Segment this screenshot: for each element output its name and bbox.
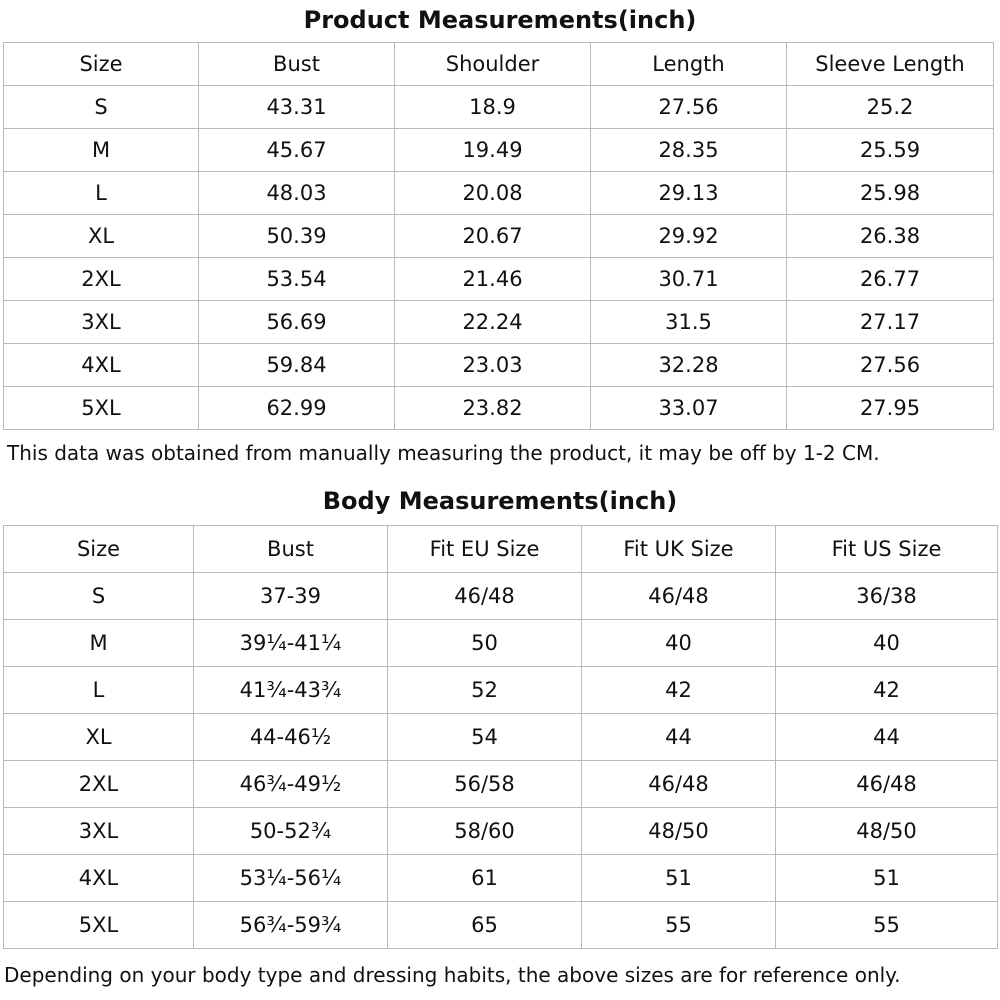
- table-cell: 5XL: [4, 387, 199, 430]
- table-cell: 44: [776, 714, 998, 761]
- table-cell: 27.56: [591, 86, 787, 129]
- table-cell: 36/38: [776, 573, 998, 620]
- table-cell: 46¾-49½: [194, 761, 388, 808]
- table-cell: S: [4, 86, 199, 129]
- table-cell: 62.99: [199, 387, 395, 430]
- header-cell: Size: [4, 526, 194, 573]
- table-row: [4, 761, 998, 808]
- table-cell: 50.39: [199, 215, 395, 258]
- table-cell: M: [4, 129, 199, 172]
- header-cell: Fit EU Size: [388, 526, 582, 573]
- table-cell: 2XL: [4, 258, 199, 301]
- table-cell: 52: [388, 667, 582, 714]
- table-cell: 46/48: [582, 573, 776, 620]
- table-cell: 27.17: [787, 301, 994, 344]
- table-cell: 31.5: [591, 301, 787, 344]
- table-cell: 44-46½: [194, 714, 388, 761]
- table-cell: 42: [582, 667, 776, 714]
- table-cell: 46/48: [776, 761, 998, 808]
- table-cell: 26.77: [787, 258, 994, 301]
- table-row: [4, 86, 994, 129]
- table-row: [4, 855, 998, 902]
- table-row: [4, 344, 994, 387]
- table-row: [4, 172, 994, 215]
- table-cell: 5XL: [4, 902, 194, 949]
- table-cell: 59.84: [199, 344, 395, 387]
- table-cell: 50-52¾: [194, 808, 388, 855]
- header-cell: Shoulder: [395, 43, 591, 86]
- table-cell: 25.59: [787, 129, 994, 172]
- table-cell: 23.03: [395, 344, 591, 387]
- table-cell: 21.46: [395, 258, 591, 301]
- table-cell: 46/48: [388, 573, 582, 620]
- table-cell: 26.38: [787, 215, 994, 258]
- header-cell: Length: [591, 43, 787, 86]
- header-cell: Sleeve Length: [787, 43, 994, 86]
- table-cell: 30.71: [591, 258, 787, 301]
- table-header-row: [4, 526, 998, 573]
- table-cell: 46/48: [582, 761, 776, 808]
- table-cell: 58/60: [388, 808, 582, 855]
- table-cell: 41¾-43¾: [194, 667, 388, 714]
- table-cell: S: [4, 573, 194, 620]
- table-cell: 51: [582, 855, 776, 902]
- table-row: [4, 667, 998, 714]
- table-cell: 40: [582, 620, 776, 667]
- body-measurements-table: [3, 525, 998, 949]
- table-cell: 25.98: [787, 172, 994, 215]
- table-row: [4, 808, 998, 855]
- product-measurements-table: [3, 42, 994, 430]
- table-cell: 42: [776, 667, 998, 714]
- table-cell: 37-39: [194, 573, 388, 620]
- table-cell: M: [4, 620, 194, 667]
- table-row: [4, 387, 994, 430]
- table-cell: 22.24: [395, 301, 591, 344]
- table-cell: 56/58: [388, 761, 582, 808]
- table-cell: 19.49: [395, 129, 591, 172]
- table-cell: 20.08: [395, 172, 591, 215]
- table-cell: 33.07: [591, 387, 787, 430]
- table-row: [4, 714, 998, 761]
- table-row: [4, 620, 998, 667]
- table-cell: 53.54: [199, 258, 395, 301]
- table-cell: 56.69: [199, 301, 395, 344]
- table-row: [4, 129, 994, 172]
- table-cell: 27.95: [787, 387, 994, 430]
- table-cell: 27.56: [787, 344, 994, 387]
- body-measurements-title: Body Measurements(inch): [322, 487, 678, 515]
- table-cell: 48.03: [199, 172, 395, 215]
- table-cell: 4XL: [4, 344, 199, 387]
- table-cell: L: [4, 172, 199, 215]
- table-cell: 40: [776, 620, 998, 667]
- table-cell: 45.67: [199, 129, 395, 172]
- table-cell: 29.92: [591, 215, 787, 258]
- table-cell: 32.28: [591, 344, 787, 387]
- table-cell: XL: [4, 215, 199, 258]
- table-header-row: [4, 43, 994, 86]
- table-cell: L: [4, 667, 194, 714]
- table-cell: 50: [388, 620, 582, 667]
- product-measurement-note: This data was obtained from manually measuring the product, it may be off by 1-2 CM.: [7, 441, 880, 465]
- table-cell: 55: [582, 902, 776, 949]
- table-cell: 48/50: [776, 808, 998, 855]
- table-cell: 54: [388, 714, 582, 761]
- table-cell: 43.31: [199, 86, 395, 129]
- table-cell: 44: [582, 714, 776, 761]
- table-cell: 48/50: [582, 808, 776, 855]
- table-cell: 65: [388, 902, 582, 949]
- table-cell: XL: [4, 714, 194, 761]
- header-cell: Bust: [194, 526, 388, 573]
- table-cell: 3XL: [4, 301, 199, 344]
- table-cell: 29.13: [591, 172, 787, 215]
- table-cell: 4XL: [4, 855, 194, 902]
- table-cell: 23.82: [395, 387, 591, 430]
- header-cell: Bust: [199, 43, 395, 86]
- table-cell: 56¾-59¾: [194, 902, 388, 949]
- header-cell: Size: [4, 43, 199, 86]
- body-measurement-note: Depending on your body type and dressing habits, the above sizes are for reference only.: [4, 963, 901, 987]
- header-cell: Fit UK Size: [582, 526, 776, 573]
- table-row: [4, 215, 994, 258]
- table-cell: 2XL: [4, 761, 194, 808]
- table-cell: 39¼-41¼: [194, 620, 388, 667]
- table-cell: 28.35: [591, 129, 787, 172]
- table-row: [4, 258, 994, 301]
- table-row: [4, 301, 994, 344]
- table-cell: 61: [388, 855, 582, 902]
- table-cell: 53¼-56¼: [194, 855, 388, 902]
- table-cell: 51: [776, 855, 998, 902]
- table-cell: 18.9: [395, 86, 591, 129]
- table-cell: 55: [776, 902, 998, 949]
- table-row: [4, 902, 998, 949]
- table-cell: 25.2: [787, 86, 994, 129]
- header-cell: Fit US Size: [776, 526, 998, 573]
- table-cell: 3XL: [4, 808, 194, 855]
- table-cell: 20.67: [395, 215, 591, 258]
- product-measurements-title: Product Measurements(inch): [303, 6, 697, 34]
- table-row: [4, 573, 998, 620]
